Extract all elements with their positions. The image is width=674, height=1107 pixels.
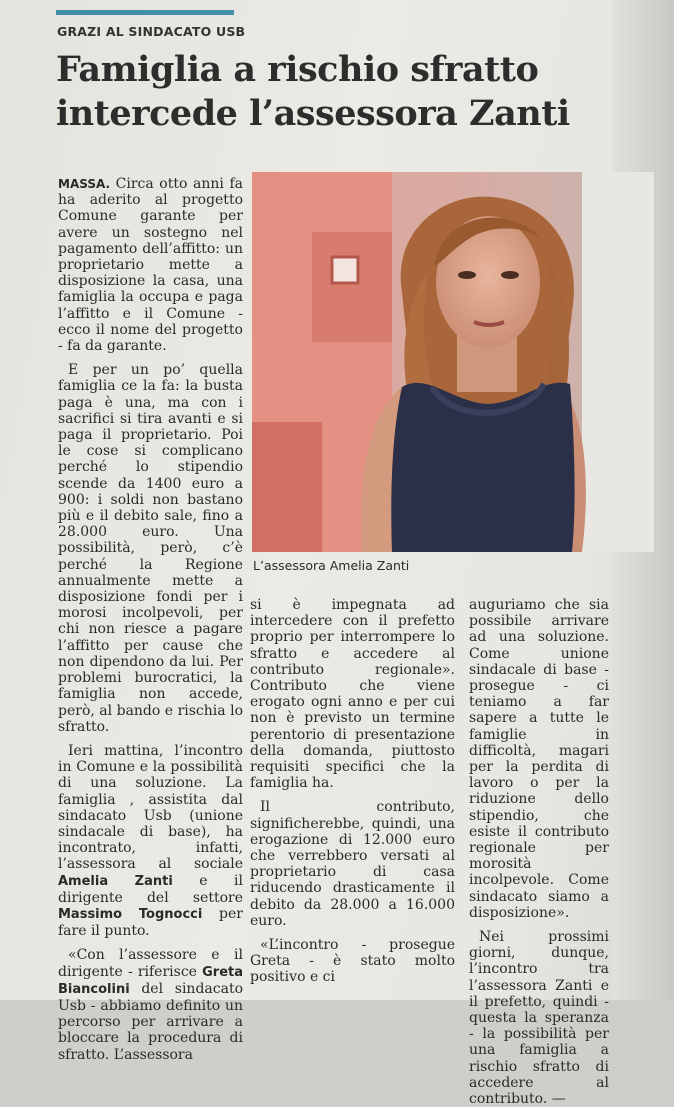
paragraph-text: per fare il punto.: [58, 905, 243, 940]
paragraph: auguriamo che sia possibile arrivare ad una soluzione. Come unione sindacale di base - prosegue - ci teniamo a far sapere a tutte le famiglie in difficoltà, magari per la perdita di lavoro o per la riduzione dello stipendio, che esiste il contributo regionale per morosità incolpevole. Come sindacato siamo a disposizione».: [469, 597, 609, 921]
person-name: Amelia Zanti: [58, 873, 173, 889]
article-column-1: [58, 176, 243, 1063]
paragraph: E per un po’ quella famiglia ce la fa: la busta paga è una, ma con i sacrifici si tira avanti e si paga il proprietario. Poi le cose si complicano perché lo stipendio scende da 1400 euro a 900: i soldi non bastano più e il debito sale, fino a 28.000 euro. Una possibilità, però, c’è perché la Regione annualmente mette a disposizione fondi per i morosi incolpevoli, per chi non riesce a pagare l’affitto per cause che non dipendono da lui. Per problemi burocratici, la famiglia non accede, però, al bando e rischia lo sfratto.: [58, 362, 243, 735]
headline-line-1: Famiglia a rischio sfratto: [56, 49, 539, 90]
paragraph: si è impegnata ad intercedere con il prefetto proprio per interrompere lo sfratto e accedere al contributo regionale». Contributo che viene erogato ogni anno e per cui non è previsto un termine perentorio di presentazione della domanda, piuttosto requisiti specifici che la famiglia ha.: [250, 597, 455, 792]
dateline: MASSA.: [58, 177, 111, 191]
paragraph: [58, 743, 243, 939]
article-column-3: [469, 597, 609, 1107]
article-column-2: [250, 597, 455, 986]
portrait-photo: [252, 172, 654, 552]
paragraph: [58, 947, 243, 1062]
paragraph-text: «Con l’assessore e il dirigente - riferisce: [58, 947, 243, 980]
photo-caption: L’assessora Amelia Zanti: [253, 558, 410, 573]
paragraph: Il contributo, significherebbe, quindi, una erogazione di 12.000 euro che verrebbero versati al proprietario di casa riducendo drasticamente il debito da 28.000 a 16.000 euro.: [250, 799, 455, 929]
person-name: Greta Biancolini: [58, 964, 243, 997]
paragraph: [58, 176, 243, 354]
paragraph-text: Ieri mattina, l’incontro in Comune e la possibilità di una soluzione. La famiglia , assistita dal sindacato Usb (unione sindacale di base), ha incontrato, infatti, l’assessora al sociale: [58, 742, 243, 873]
photo-illustration: [252, 172, 654, 552]
headline: [56, 48, 570, 136]
paragraph-text: del sindacato Usb - abbiamo definito un percorso per arrivare a bloccare la procedura di sfratto. L’assessora: [58, 980, 243, 1063]
paragraph-text: Circa otto anni fa ha aderito al progetto Comune garante per avere un sostegno nel pagamento dell’affitto: un proprietario mette a disposizione la casa, una famiglia la occupa e paga l’affitto e il Comune - ecco il nome del progetto - fa da garante.: [58, 176, 243, 355]
paragraph-text: e il dirigente del settore: [58, 872, 243, 906]
headline-line-2: intercede l’assessora Zanti: [56, 93, 570, 134]
person-name: Massimo Tognocci: [58, 906, 203, 922]
paragraph: Nei prossimi giorni, dunque, l’incontro tra l’assessora Zanti e il prefetto, quindi - questa la speranza - la possibilità per una famiglia a rischio sfratto di accedere al contributo. —: [469, 929, 609, 1107]
kicker: GRAZI AL SINDACATO USB: [57, 24, 246, 39]
paragraph: «L’incontro - prosegue Greta - è stato molto positivo e ci: [250, 937, 455, 986]
accent-bar: [56, 10, 234, 15]
